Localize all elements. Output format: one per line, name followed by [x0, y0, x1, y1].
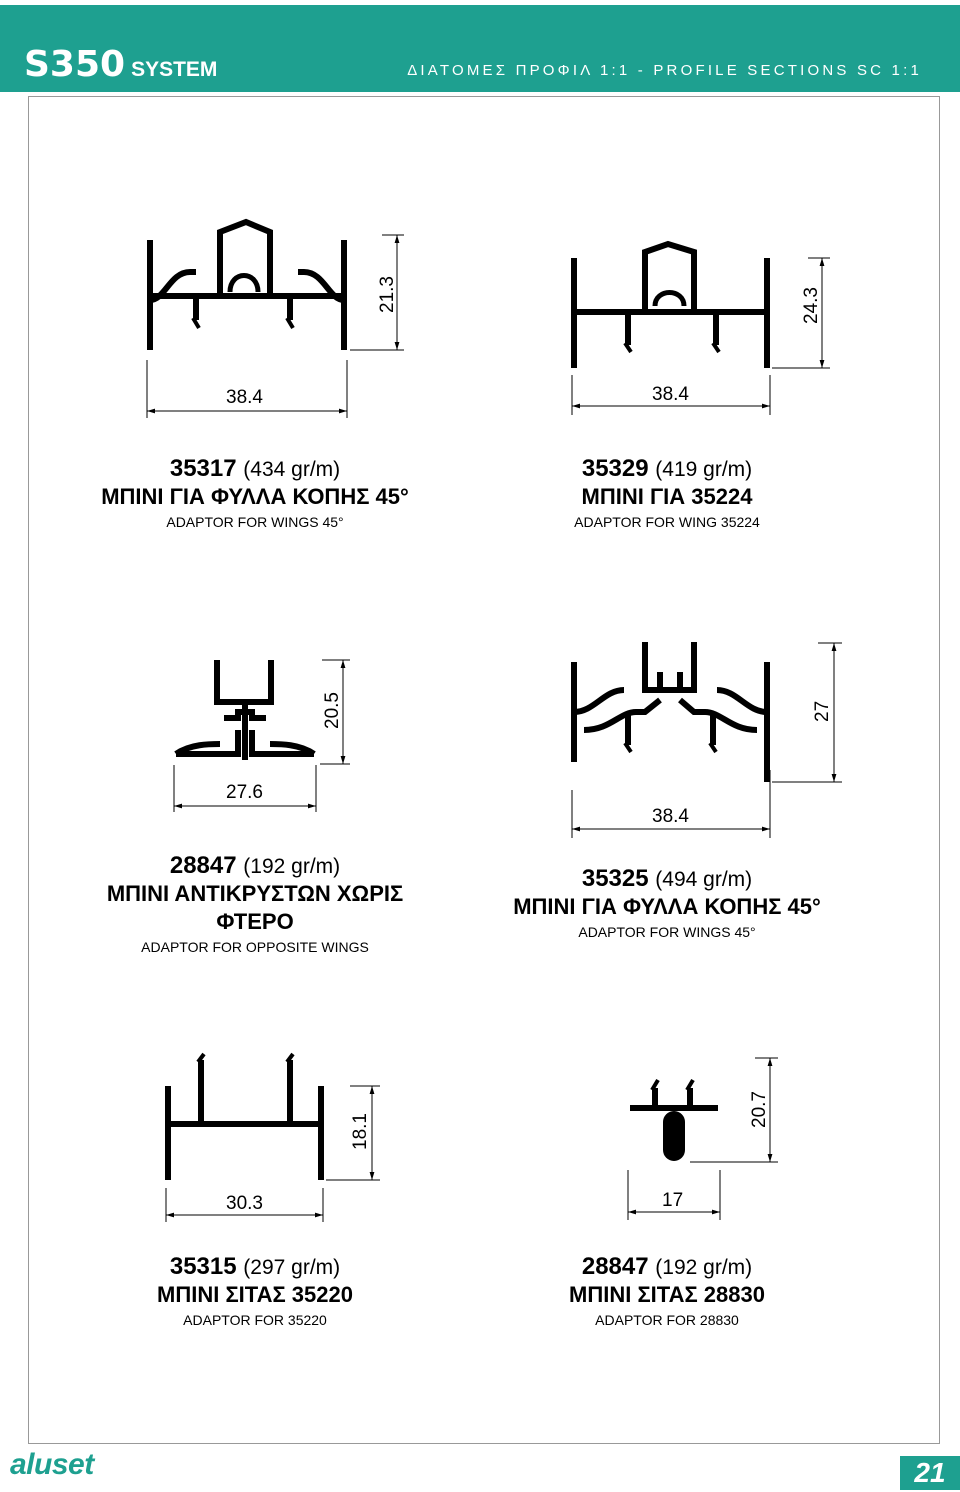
profile-code: 35315 [169, 1253, 237, 1280]
dim-width-35325: 38.4 [652, 806, 689, 827]
profile-weight: (192 gr/m) [655, 1256, 753, 1279]
dim-width-35329: 38.4 [652, 384, 689, 405]
profile-code: 35325 [581, 865, 649, 892]
dim-height-35325: 27 [812, 700, 833, 722]
profile-name-greek-line2: ΦΤΕΡΟ [216, 909, 294, 934]
dim-width-28847-b: 17 [662, 1190, 684, 1211]
dim-height-35329: 24.3 [801, 287, 822, 324]
caption-35329 [472, 455, 862, 530]
profile-35315-drawing [166, 1054, 380, 1222]
profile-name-greek: ΜΠΙΝΙ ΣΙΤΑΣ 28830 [569, 1282, 765, 1307]
profile-name-greek: ΜΠΙΝΙ ΓΙΑ ΦΥΛΛΑ ΚΟΠΗΣ 45° [513, 894, 821, 919]
profile-name-english: ADAPTOR FOR WINGS 45° [166, 514, 344, 530]
dim-height-35315: 18.1 [350, 1113, 371, 1150]
profile-28847-b-drawing [628, 1058, 778, 1220]
profile-name-greek: ΜΠΙΝΙ ΓΙΑ 35224 [581, 484, 753, 509]
profile-name-english: ADAPTOR FOR OPPOSITE WINGS [141, 939, 369, 955]
page-footer [0, 1442, 960, 1492]
profile-name-english: ADAPTOR FOR WING 35224 [574, 514, 760, 530]
profile-weight: (192 gr/m) [243, 855, 341, 878]
profile-name-greek: ΜΠΙΝΙ ΑΝΤΙΚΡΥΣΤΩΝ ΧΩΡΙΣ [106, 881, 404, 906]
aluset-logo: aluset [10, 1448, 94, 1481]
profile-name-english: ADAPTOR FOR WINGS 45° [578, 924, 756, 940]
caption-35317 [60, 455, 450, 530]
caption-35315 [60, 1253, 450, 1328]
caption-28847 [60, 852, 450, 955]
profile-code: 35317 [169, 455, 237, 482]
profile-weight: (494 gr/m) [655, 868, 753, 891]
profile-35317-drawing [147, 222, 404, 418]
dim-width-35317: 38.4 [226, 387, 263, 408]
dim-height-28847-b: 20.7 [749, 1091, 770, 1128]
header-title: ΔΙΑΤΟΜΕΣ ΠΡΟΦΙΛ 1:1 - PROFILE SECTIONS SC 1:1 [407, 62, 922, 79]
dim-height-35317: 21.3 [377, 276, 398, 313]
profile-name-greek: ΜΠΙΝΙ ΓΙΑ ΦΥΛΛΑ ΚΟΠΗΣ 45° [101, 484, 409, 509]
dim-width-35315: 30.3 [226, 1193, 263, 1214]
system-code: S350 [24, 44, 126, 85]
profile-35325-drawing [572, 642, 842, 838]
profile-code: 28847 [169, 852, 237, 879]
dim-height-28847: 20.5 [322, 692, 343, 729]
profile-code: 35329 [581, 455, 649, 482]
system-word: SYSTEM [131, 58, 218, 81]
profile-name-english: ADAPTOR FOR 28830 [595, 1312, 739, 1328]
dim-width-28847: 27.6 [226, 782, 263, 803]
caption-28847-b [472, 1253, 862, 1328]
profile-code: 28847 [581, 1253, 649, 1280]
profile-name-english: ADAPTOR FOR 35220 [183, 1312, 327, 1328]
caption-35325 [472, 865, 862, 940]
profile-name-greek: ΜΠΙΝΙ ΣΙΤΑΣ 35220 [157, 1282, 353, 1307]
page-number: 21 [900, 1456, 960, 1490]
profile-weight: (297 gr/m) [243, 1256, 341, 1279]
profile-35329-drawing [572, 244, 830, 415]
profile-weight: (434 gr/m) [243, 458, 341, 481]
profile-weight: (419 gr/m) [655, 458, 753, 481]
